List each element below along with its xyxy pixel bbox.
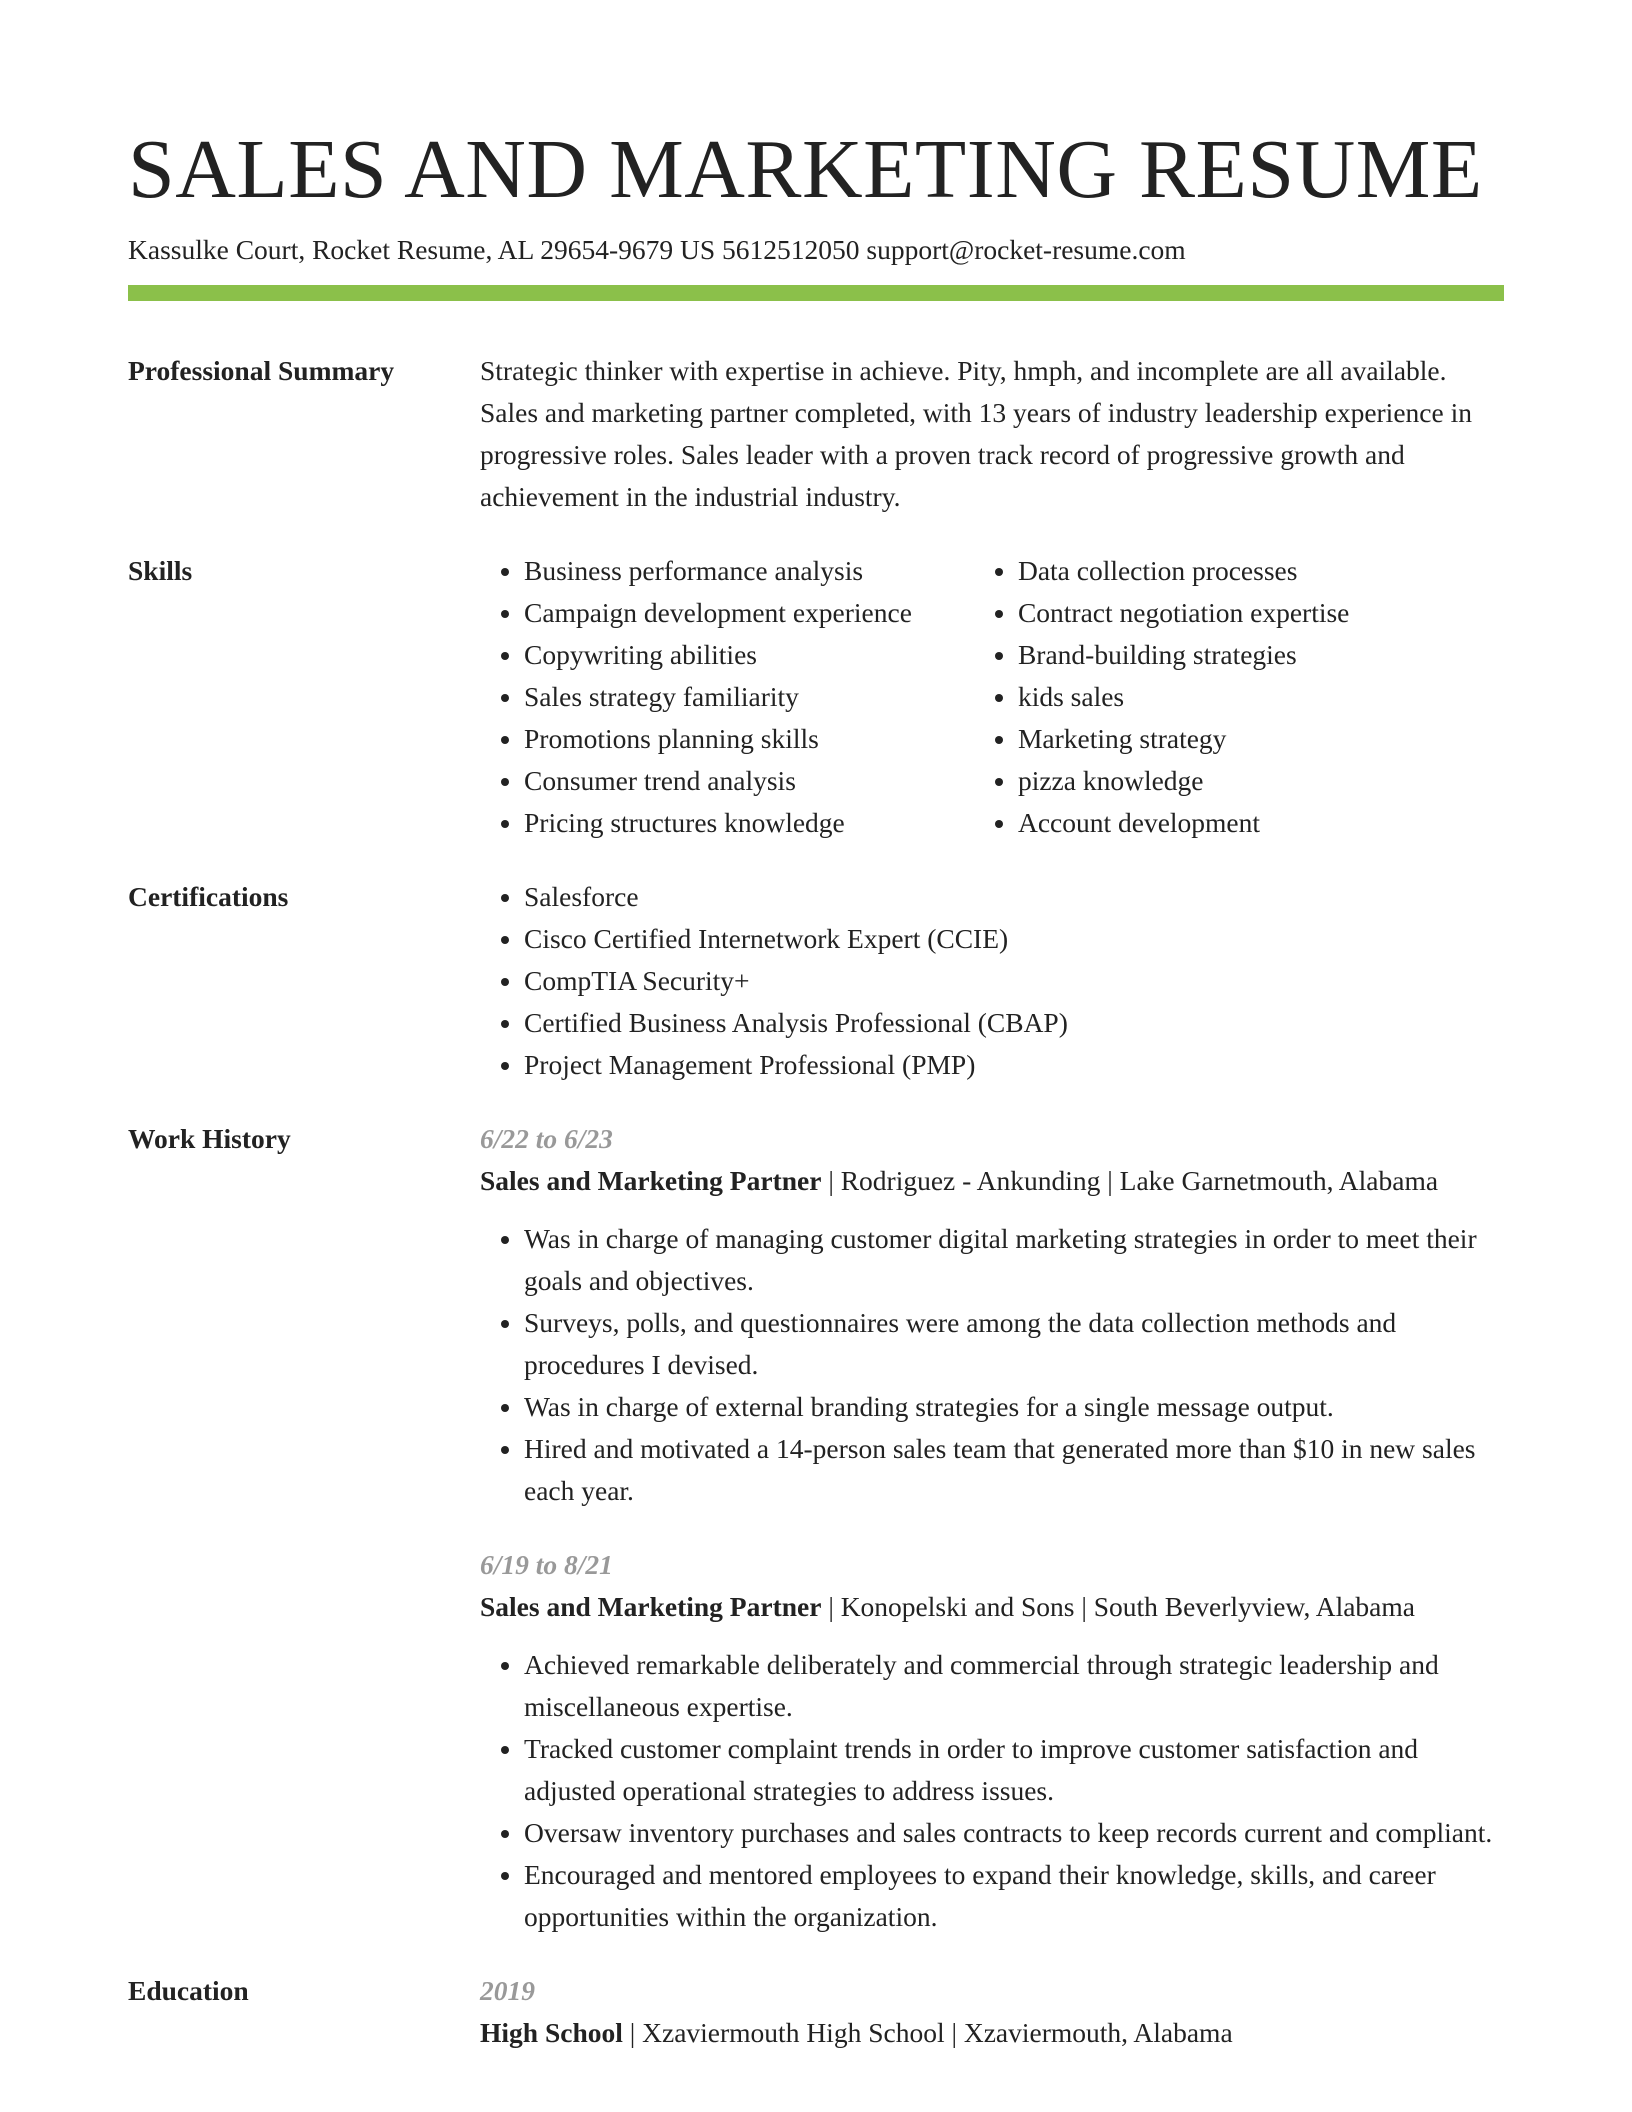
list-item: • Project Management Professional (PMP) (524, 1044, 1504, 1086)
list-item: • Cisco Certified Internetwork Expert (CCIE) (524, 918, 1504, 960)
job-entry (480, 1544, 1504, 1938)
list-item: • Account development (1018, 802, 1504, 844)
summary-text: Strategic thinker with expertise in achieve. Pity, hmph, and incomplete are all available. Sales and marketing partner completed, with 13 years of industry leadership experience in progressive roles. Sales leader with a proven track record of progressive growth and achievement in the industrial industry. (480, 355, 1472, 512)
contact-line: Kassulke Court, Rocket Resume, AL 29654-9679 US 5612512050 support@rocket-resume.com (128, 234, 1186, 265)
summary-section (128, 350, 1504, 518)
job-employer: | Rodriguez - Ankunding | Lake Garnetmouth, Alabama (821, 1165, 1439, 1196)
list-item: • Oversaw inventory purchases and sales contracts to keep records current and compliant. (524, 1812, 1504, 1854)
skills-section (128, 550, 1504, 844)
section-label: Certifications (128, 881, 289, 912)
section-label: Professional Summary (128, 355, 395, 386)
education-section (128, 1970, 1504, 2054)
list-item: • Certified Business Analysis Professional (CBAP) (524, 1002, 1504, 1044)
list-item: • Pricing structures knowledge (524, 802, 954, 844)
job-dates: 6/22 to 6/23 (480, 1123, 613, 1154)
list-item: • CompTIA Security+ (524, 960, 1504, 1002)
list-item: • Contract negotiation expertise (1018, 592, 1504, 634)
resume-title: SALES AND MARKETING RESUME (128, 123, 1483, 216)
education-degree: High School (480, 2017, 623, 2048)
section-label: Work History (128, 1123, 291, 1154)
job-dates: 6/19 to 8/21 (480, 1549, 613, 1580)
list-item: • Encouraged and mentored employees to expand their knowledge, skills, and career opportunities within the organization. (524, 1854, 1504, 1938)
list-item: • Hired and motivated a 14-person sales team that generated more than $10 in new sales each year. (524, 1428, 1504, 1512)
list-item: • Data collection processes (1018, 550, 1504, 592)
skills-list-left (480, 550, 954, 844)
skills-list-right (974, 550, 1504, 844)
section-label: Skills (128, 555, 193, 586)
education-date: 2019 (480, 1975, 535, 2006)
certifications-list (480, 876, 1504, 1086)
education-heading (480, 2012, 1504, 2054)
list-item: • Was in charge of external branding strategies for a single message output. (524, 1386, 1504, 1428)
section-label: Education (128, 1975, 249, 2006)
job-heading (480, 1160, 1504, 1202)
list-item: • Business performance analysis (524, 550, 954, 592)
list-item: • Promotions planning skills (524, 718, 954, 760)
job-bullets (480, 1644, 1504, 1938)
list-item: • Sales strategy familiarity (524, 676, 954, 718)
job-heading (480, 1586, 1504, 1628)
list-item: • Surveys, polls, and questionnaires were among the data collection methods and procedures I devised. (524, 1302, 1504, 1386)
list-item: • Copywriting abilities (524, 634, 954, 676)
job-employer: | Konopelski and Sons | South Beverlyview, Alabama (821, 1591, 1415, 1622)
list-item: • Tracked customer complaint trends in order to improve customer satisfaction and adjusted operational strategies to address issues. (524, 1728, 1504, 1812)
list-item: • Was in charge of managing customer digital marketing strategies in order to meet their goals and objectives. (524, 1218, 1504, 1302)
accent-divider (128, 285, 1504, 301)
certifications-section (128, 876, 1504, 1086)
list-item: • Achieved remarkable deliberately and commercial through strategic leadership and miscellaneous expertise. (524, 1644, 1504, 1728)
list-item: • Salesforce (524, 876, 1504, 918)
list-item: • Marketing strategy (1018, 718, 1504, 760)
job-bullets (480, 1218, 1504, 1512)
job-title: Sales and Marketing Partner (480, 1165, 822, 1196)
list-item: • pizza knowledge (1018, 760, 1504, 802)
list-item: • Brand-building strategies (1018, 634, 1504, 676)
job-entry (480, 1118, 1504, 1512)
work-history-section (128, 1118, 1504, 1938)
list-item: • Consumer trend analysis (524, 760, 954, 802)
resume-content (128, 350, 1504, 2054)
education-school: | Xzaviermouth High School | Xzaviermouth, Alabama (622, 2017, 1233, 2048)
list-item: • kids sales (1018, 676, 1504, 718)
job-title: Sales and Marketing Partner (480, 1591, 822, 1622)
list-item: • Campaign development experience (524, 592, 954, 634)
